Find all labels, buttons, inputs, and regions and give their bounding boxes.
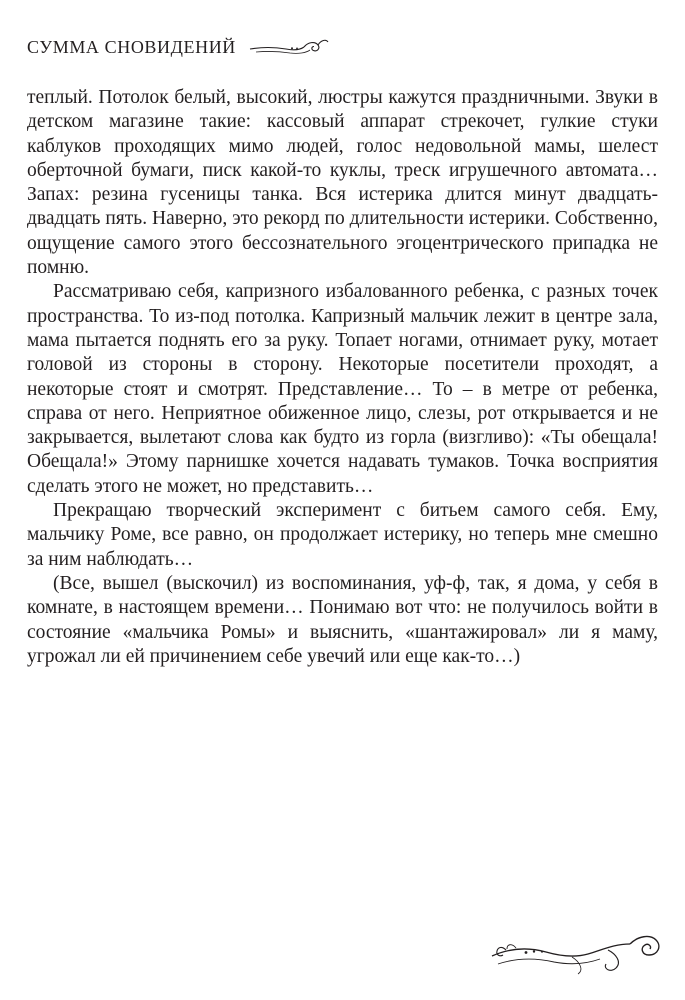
running-header bbox=[27, 30, 330, 64]
page-body-text bbox=[27, 86, 658, 669]
paragraph-1: теплый. Потолок белый, высокий, люстры кажутся праздничными. Звуки в детском магазине такие: кассовый аппарат стрекочет, гулкие стуки каблуков проходящих мимо людей, голос недовольной мамы, шелест оберточной бумаги, писк какой-то куклы, треск игрушечного автомата… Запах: резина гусеницы танка. Вся истерика длится минут двадцать-двадцать пять. Наверно, это рекорд по длительности истерики. Собственно, ощущение самого этого бессознательного эгоцентрического припадка не помню. bbox=[27, 87, 658, 279]
flourish-ornament-icon bbox=[488, 922, 666, 980]
running-title: СУММА СНОВИДЕНИЙ bbox=[27, 36, 236, 57]
paragraph-2: Рассматриваю себя, капризного избалованного ребенка, с разных точек пространства. То из-под потолка. Капризный мальчик лежит в центре зала, мама пытается поднять его за руку. Топает ногами, отнимает руку, мотает головой из стороны в сторону. Некоторые посетители проходят, а некоторые стоят и смотрят. Представление… То – в метре от ребенка, справа от него. Неприятное обиженное лицо, слезы, рот открывается и не закрывается, вылетают слова как будто из горла (визгливо): «Ты обещала! Обещала!» Этому парнишке хочется надавать тумаков. Точка восприятия сделать этого не может, но представить… bbox=[27, 281, 658, 497]
paragraph-3: Прекращаю творческий эксперимент с битьем самого себя. Ему, мальчику Роме, все равно, он продолжает истерику, но теперь мне смешно за ним наблюдать… bbox=[27, 500, 658, 570]
swirl-ornament-icon bbox=[248, 34, 330, 60]
paragraph-4: (Все, вышел (выскочил) из воспоминания, уф-ф, так, я дома, у себя в комнате, в настоящем времени… Понимаю вот что: не получилось войти в состояние «мальчика Ромы» и выяснить, «шантажировал» ли я маму, угрожал ли ей причинением себе увечий или еще как-то…) bbox=[27, 572, 658, 667]
